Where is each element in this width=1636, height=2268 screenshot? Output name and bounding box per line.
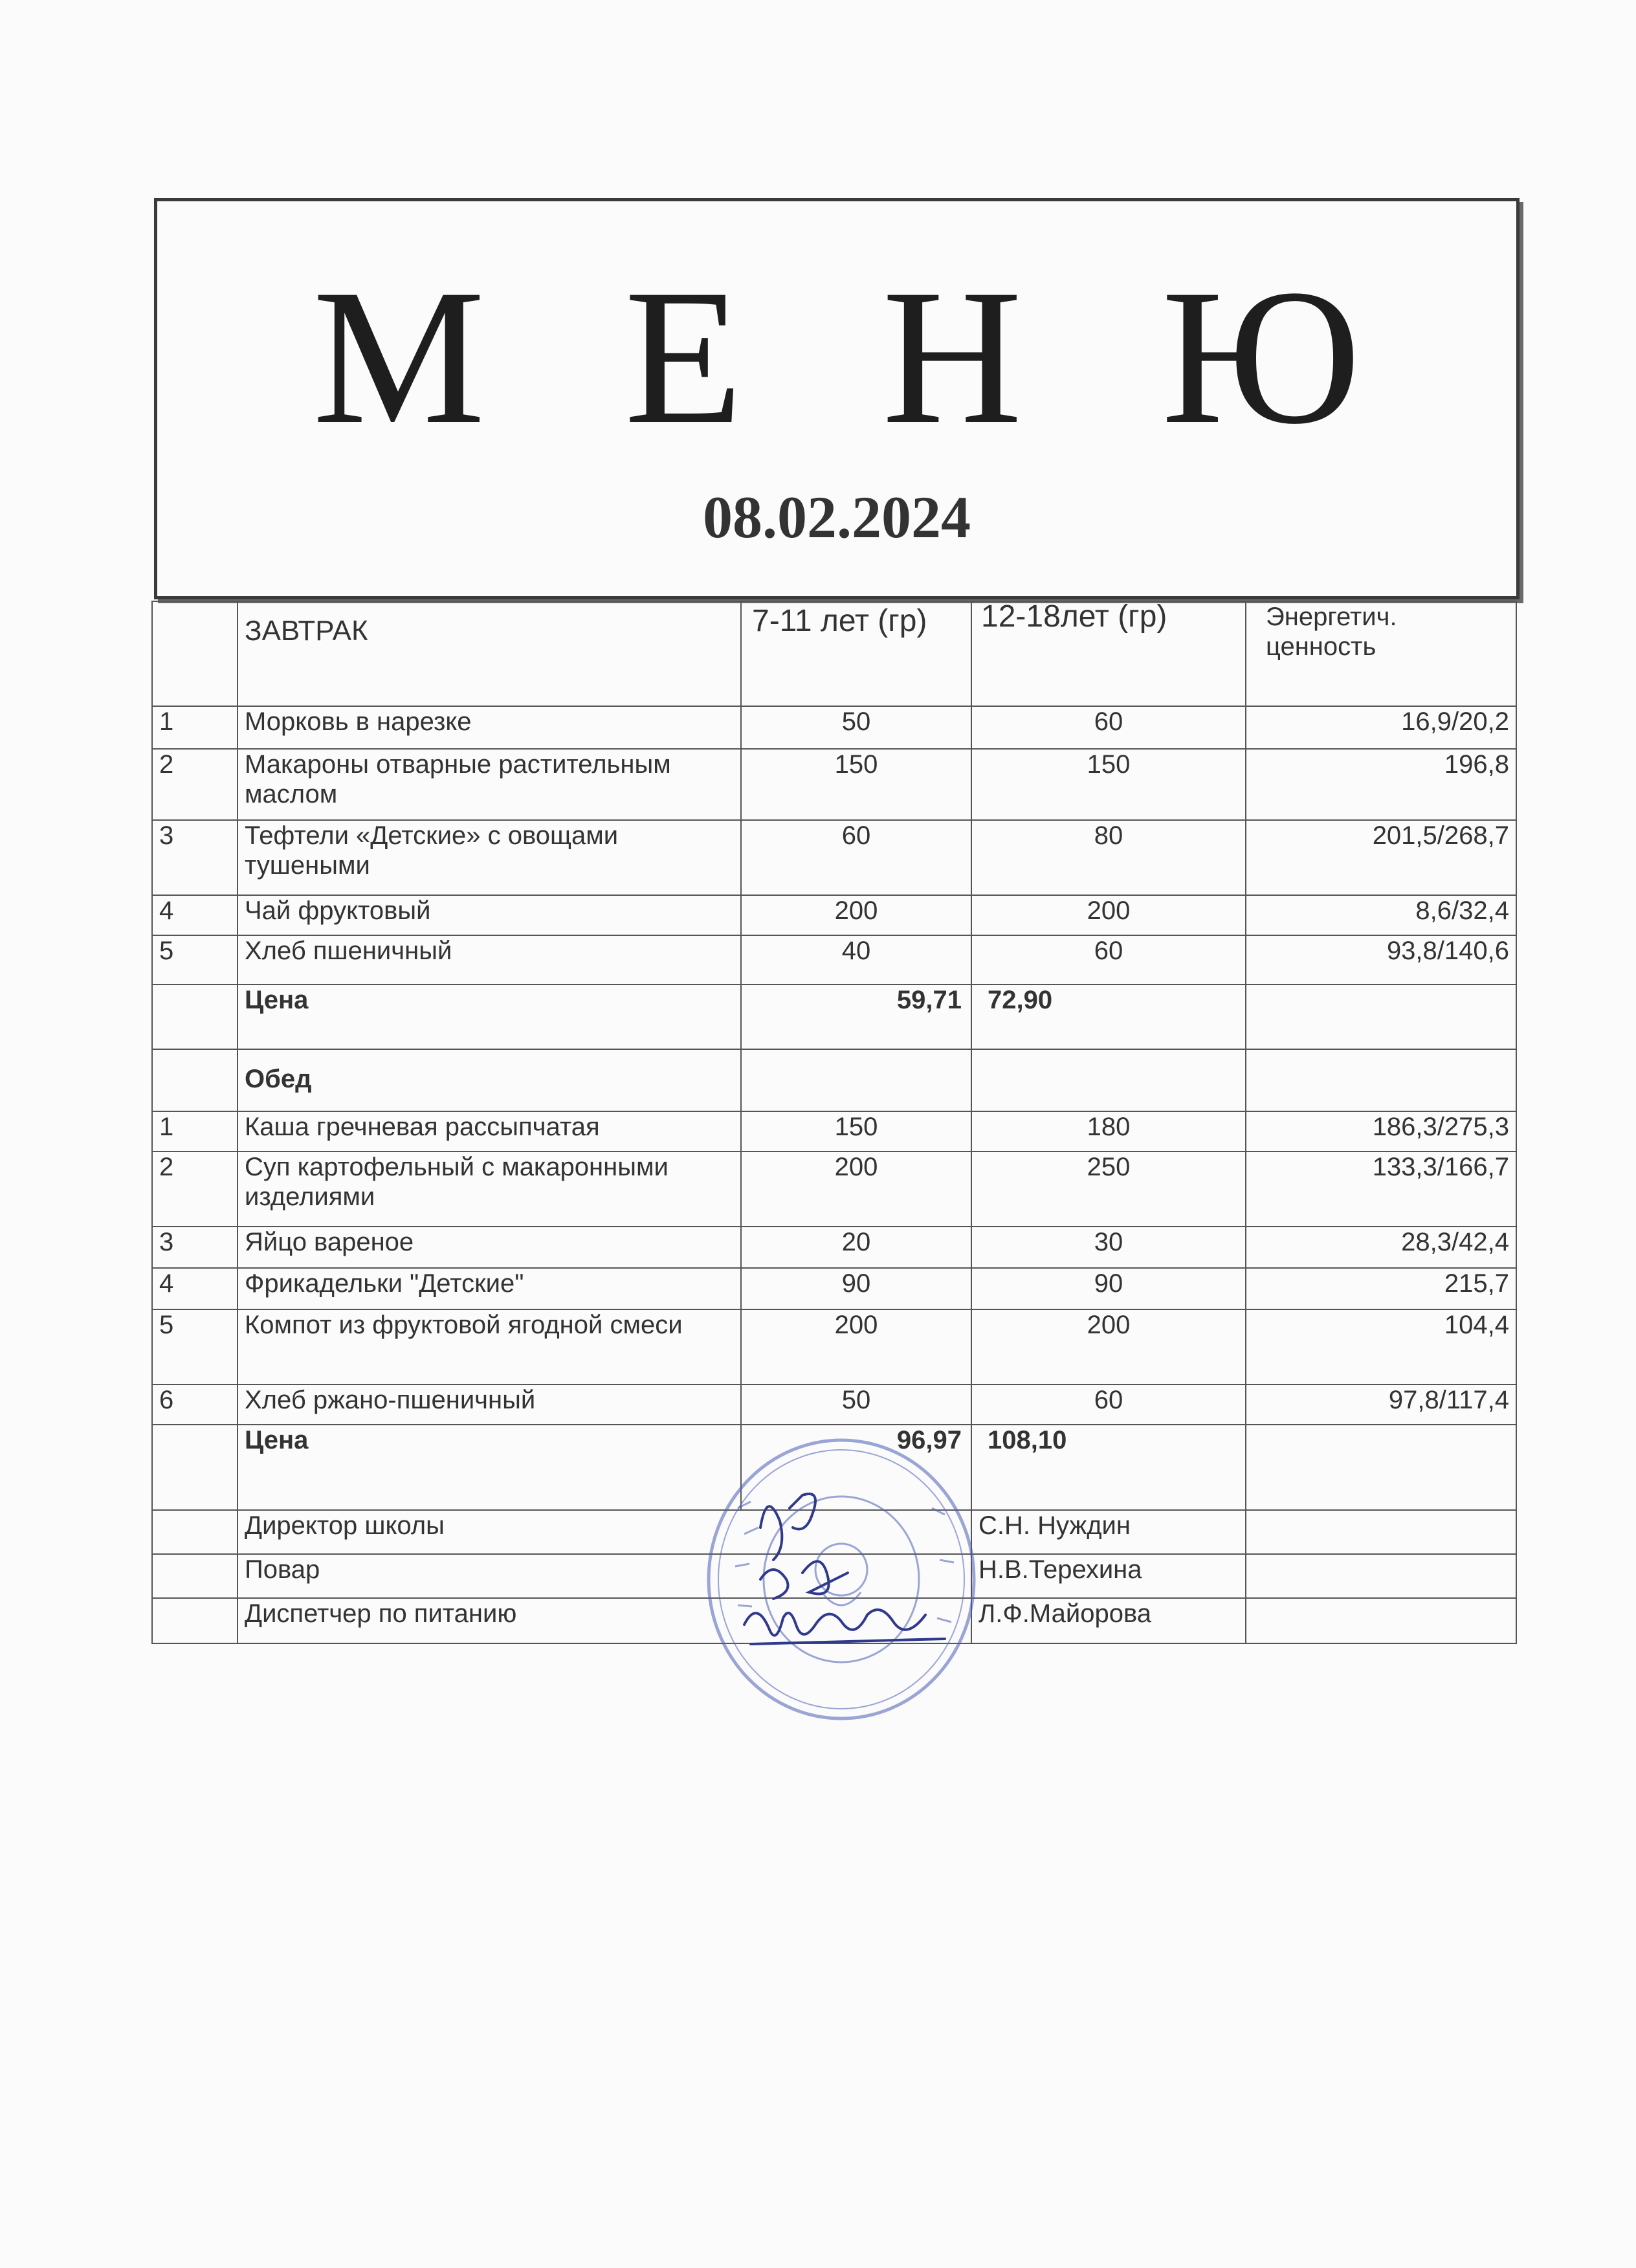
energy-value: 104,4 — [1246, 1309, 1516, 1384]
dish-name: Суп картофельный с макаронными изделиями — [238, 1151, 741, 1227]
empty-cell — [152, 1554, 238, 1598]
empty-cell — [971, 1049, 1246, 1111]
empty-cell — [152, 1425, 238, 1510]
dish-name: Тефтели «Детские» с овощами тушеными — [238, 820, 741, 895]
energy-value: 196,8 — [1246, 749, 1516, 820]
table-row — [152, 706, 1516, 749]
breakfast-price-row — [152, 984, 1516, 1049]
table-row — [152, 1227, 1516, 1268]
signature-role: Диспетчер по питанию — [238, 1598, 971, 1643]
empty-cell — [1246, 1598, 1516, 1643]
price-12-18: 72,90 — [971, 984, 1246, 1049]
dish-name: Фрикадельки "Детские" — [238, 1268, 741, 1309]
portion-7-11: 150 — [741, 1111, 971, 1151]
dish-name: Каша гречневая рассыпчатая — [238, 1111, 741, 1151]
table-header-row — [152, 601, 1516, 706]
table-row — [152, 749, 1516, 820]
energy-value: 97,8/117,4 — [1246, 1384, 1516, 1425]
row-number: 2 — [152, 1151, 238, 1227]
row-number: 3 — [152, 820, 238, 895]
signature-name: Л.Ф.Майорова — [971, 1598, 1246, 1643]
dish-name: Чай фруктовый — [238, 895, 741, 935]
empty-cell — [1246, 984, 1516, 1049]
energy-value: 215,7 — [1246, 1268, 1516, 1309]
price-label: Цена — [238, 1425, 741, 1510]
table-row — [152, 1384, 1516, 1425]
portion-7-11: 200 — [741, 895, 971, 935]
table-row — [152, 1309, 1516, 1384]
portion-7-11: 200 — [741, 1309, 971, 1384]
signature-role: Повар — [238, 1554, 971, 1598]
empty-cell — [741, 1049, 971, 1111]
portion-12-18: 200 — [971, 895, 1246, 935]
energy-value: 8,6/32,4 — [1246, 895, 1516, 935]
portion-12-18: 60 — [971, 1384, 1246, 1425]
portion-7-11: 90 — [741, 1268, 971, 1309]
portion-7-11: 150 — [741, 749, 971, 820]
empty-cell — [152, 1049, 238, 1111]
portion-12-18: 60 — [971, 706, 1246, 749]
menu-date: 08.02.2024 — [703, 484, 971, 550]
empty-cell — [152, 1510, 238, 1554]
energy-value: 133,3/166,7 — [1246, 1151, 1516, 1227]
table-row — [152, 1268, 1516, 1309]
portion-7-11: 40 — [741, 935, 971, 984]
row-number: 5 — [152, 935, 238, 984]
portion-7-11: 200 — [741, 1151, 971, 1227]
portion-12-18: 80 — [971, 820, 1246, 895]
portion-7-11: 60 — [741, 820, 971, 895]
official-stamp — [699, 1430, 984, 1728]
portion-7-11: 50 — [741, 706, 971, 749]
empty-cell — [1246, 1510, 1516, 1554]
row-number: 6 — [152, 1384, 238, 1425]
row-number: 4 — [152, 1268, 238, 1309]
price-7-11: 59,71 — [741, 984, 971, 1049]
energy-value: 93,8/140,6 — [1246, 935, 1516, 984]
row-number: 5 — [152, 1309, 238, 1384]
portion-12-18: 60 — [971, 935, 1246, 984]
column-header-age1: 7-11 лет (гр) — [741, 601, 971, 706]
portion-7-11: 20 — [741, 1227, 971, 1268]
table-row — [152, 820, 1516, 895]
dish-name: Макароны отварные растительным маслом — [238, 749, 741, 820]
portion-12-18: 150 — [971, 749, 1246, 820]
portion-12-18: 90 — [971, 1268, 1246, 1309]
dish-name: Морковь в нарезке — [238, 706, 741, 749]
row-number: 1 — [152, 706, 238, 749]
dish-name: Яйцо вареное — [238, 1227, 741, 1268]
signature-role: Директор школы — [238, 1510, 971, 1554]
dish-name: Хлеб пшеничный — [238, 935, 741, 984]
lunch-title-row — [152, 1049, 1516, 1111]
energy-value: 186,3/275,3 — [1246, 1111, 1516, 1151]
row-number: 3 — [152, 1227, 238, 1268]
energy-value: 16,9/20,2 — [1246, 706, 1516, 749]
portion-7-11: 50 — [741, 1384, 971, 1425]
table-row — [152, 895, 1516, 935]
empty-cell — [1246, 1554, 1516, 1598]
empty-cell — [1246, 1425, 1516, 1510]
portion-12-18: 180 — [971, 1111, 1246, 1151]
column-header-energy: Энергетич. ценность — [1246, 601, 1516, 706]
portion-12-18: 30 — [971, 1227, 1246, 1268]
lunch-title: Обед — [238, 1049, 741, 1111]
empty-cell — [1246, 1049, 1516, 1111]
empty-cell — [152, 1598, 238, 1643]
row-number: 1 — [152, 1111, 238, 1151]
price-label: Цена — [238, 984, 741, 1049]
empty-cell — [152, 984, 238, 1049]
dish-name: Хлеб ржано-пшеничный — [238, 1384, 741, 1425]
price-7-11: 96,97 — [741, 1425, 971, 1510]
energy-value: 28,3/42,4 — [1246, 1227, 1516, 1268]
price-12-18: 108,10 — [971, 1425, 1246, 1510]
table-row — [152, 1151, 1516, 1227]
signature-name: Н.В.Терехина — [971, 1554, 1246, 1598]
portion-12-18: 250 — [971, 1151, 1246, 1227]
signature-name: С.Н. Нуждин — [971, 1510, 1246, 1554]
row-number: 4 — [152, 895, 238, 935]
portion-12-18: 200 — [971, 1309, 1246, 1384]
column-header-meal: ЗАВТРАК — [238, 601, 741, 706]
row-number: 2 — [152, 749, 238, 820]
dish-name: Компот из фруктовой ягодной смеси — [238, 1309, 741, 1384]
header-num-cell — [152, 601, 238, 706]
menu-header — [154, 198, 1520, 599]
page-title: М Е Н Ю — [313, 249, 1406, 464]
table-row — [152, 1111, 1516, 1151]
energy-value: 201,5/268,7 — [1246, 820, 1516, 895]
column-header-age2: 12-18лет (гр) — [971, 601, 1246, 706]
table-row — [152, 935, 1516, 984]
